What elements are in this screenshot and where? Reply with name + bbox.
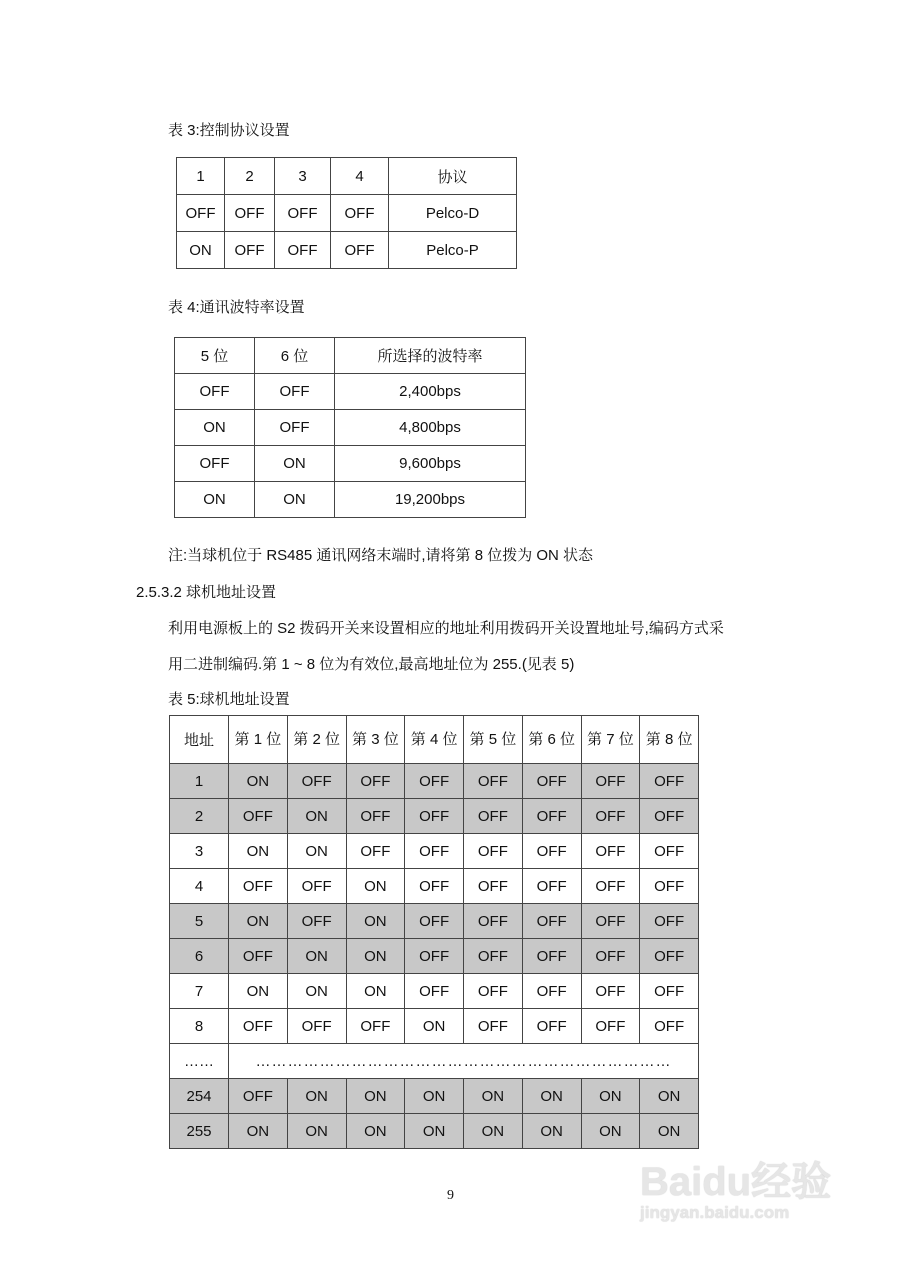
paragraph-line: 利用电源板上的 S2 拨码开关来设置相应的地址利用拨码开关设置地址号,编码方式采 xyxy=(168,620,724,637)
bit-cell: ON xyxy=(405,1009,464,1044)
baidu-watermark-logo: Baidu经验 jingyan.baidu.com xyxy=(640,1160,832,1222)
bit-cell: OFF xyxy=(464,869,523,904)
bit-cell: OFF xyxy=(405,939,464,974)
bit-cell: OFF xyxy=(581,974,640,1009)
table-header-cell: 第 7 位 xyxy=(581,716,640,764)
table-header-cell: 3 xyxy=(275,158,331,195)
bit-cell: OFF xyxy=(581,939,640,974)
bit-cell: ON xyxy=(464,1079,523,1114)
bit-cell: OFF xyxy=(229,799,288,834)
bit-cell: OFF xyxy=(640,869,699,904)
bit-cell: OFF xyxy=(522,799,581,834)
table-header-cell: 协议 xyxy=(389,158,517,195)
address-cell: 5 xyxy=(170,904,229,939)
bit-cell: ON xyxy=(229,974,288,1009)
bit-cell: OFF xyxy=(464,799,523,834)
table-cell: ON xyxy=(177,232,225,269)
bit-cell: OFF xyxy=(346,764,405,799)
bit-cell: ON xyxy=(522,1114,581,1149)
bit-cell: OFF xyxy=(464,834,523,869)
bit-cell: OFF xyxy=(287,764,346,799)
bit-cell: ON xyxy=(640,1114,699,1149)
bit-cell: OFF xyxy=(464,939,523,974)
table3-caption: 表 3:控制协议设置 xyxy=(168,122,290,139)
table-header-cell: 第 6 位 xyxy=(522,716,581,764)
table-row xyxy=(177,195,517,232)
table-row xyxy=(177,232,517,269)
table-cell: ON xyxy=(175,410,255,446)
bit-cell: ON xyxy=(581,1079,640,1114)
table-cell: OFF xyxy=(275,232,331,269)
bit-cell: OFF xyxy=(581,869,640,904)
table-cell: 2,400bps xyxy=(335,374,526,410)
table-header-cell: 第 4 位 xyxy=(405,716,464,764)
bit-cell: OFF xyxy=(581,1009,640,1044)
table-header-cell: 地址 xyxy=(170,716,229,764)
table-row xyxy=(170,834,699,869)
table-header-cell: 6 位 xyxy=(255,338,335,374)
table-cell: OFF xyxy=(275,195,331,232)
bit-cell: OFF xyxy=(229,1009,288,1044)
bit-cell: OFF xyxy=(522,939,581,974)
bit-cell: OFF xyxy=(287,1009,346,1044)
bit-cell: ON xyxy=(522,1079,581,1114)
bit-cell: OFF xyxy=(522,904,581,939)
bit-cell: OFF xyxy=(405,869,464,904)
table-cell: 4,800bps xyxy=(335,410,526,446)
bit-cell: OFF xyxy=(640,974,699,1009)
bit-cell: OFF xyxy=(464,974,523,1009)
table-cell: 19,200bps xyxy=(335,482,526,518)
table-cell: OFF xyxy=(255,374,335,410)
table5-caption: 表 5:球机地址设置 xyxy=(168,691,290,708)
baud-rate-table xyxy=(174,337,526,518)
table-cell: OFF xyxy=(175,374,255,410)
table-header-cell: 4 xyxy=(331,158,389,195)
bit-cell: ON xyxy=(346,1079,405,1114)
address-cell: 3 xyxy=(170,834,229,869)
table-cell: OFF xyxy=(225,195,275,232)
table-header-cell: 第 1 位 xyxy=(229,716,288,764)
bit-cell: ON xyxy=(405,1114,464,1149)
bit-cell: ON xyxy=(287,1079,346,1114)
bit-cell: OFF xyxy=(229,1079,288,1114)
bit-cell: OFF xyxy=(640,939,699,974)
bit-cell: OFF xyxy=(522,974,581,1009)
bit-cell: OFF xyxy=(640,904,699,939)
table-cell: OFF xyxy=(225,232,275,269)
table-row xyxy=(175,410,526,446)
bit-cell: OFF xyxy=(287,869,346,904)
page-number: 9 xyxy=(447,1188,454,1203)
address-cell: 255 xyxy=(170,1114,229,1149)
bit-cell: ON xyxy=(229,834,288,869)
bit-cell: OFF xyxy=(229,939,288,974)
section-heading: 2.5.3.2 球机地址设置 xyxy=(136,584,277,601)
bit-cell: OFF xyxy=(405,799,464,834)
bit-cell: OFF xyxy=(405,974,464,1009)
bit-cell: ON xyxy=(464,1114,523,1149)
bit-cell: OFF xyxy=(581,799,640,834)
table-header-cell: 第 8 位 xyxy=(640,716,699,764)
table-cell: Pelco-P xyxy=(389,232,517,269)
bit-cell: OFF xyxy=(522,834,581,869)
table-row xyxy=(170,764,699,799)
bit-cell: ON xyxy=(287,939,346,974)
bit-cell: ON xyxy=(229,904,288,939)
table-row xyxy=(175,446,526,482)
bit-cell: ON xyxy=(346,1114,405,1149)
bit-cell: ON xyxy=(287,974,346,1009)
address-cell: 254 xyxy=(170,1079,229,1114)
table-row xyxy=(170,974,699,1009)
table-cell: Pelco-D xyxy=(389,195,517,232)
table-header-cell: 第 3 位 xyxy=(346,716,405,764)
bit-cell: OFF xyxy=(640,764,699,799)
bit-cell: OFF xyxy=(522,869,581,904)
table-header-cell: 5 位 xyxy=(175,338,255,374)
note-text: 注:当球机位于 RS485 通讯网络末端时,请将第 8 位拨为 ON 状态 xyxy=(168,547,594,564)
table-header-cell: 第 2 位 xyxy=(287,716,346,764)
table4-caption: 表 4:通讯波特率设置 xyxy=(168,299,305,316)
table-cell: OFF xyxy=(177,195,225,232)
bit-cell: ON xyxy=(287,1114,346,1149)
bit-cell: ON xyxy=(346,869,405,904)
table-row xyxy=(175,482,526,518)
ellipsis-cell: …………………………………………………………………… xyxy=(229,1044,699,1079)
table-header-cell: 1 xyxy=(177,158,225,195)
bit-cell: OFF xyxy=(405,764,464,799)
address-cell: 8 xyxy=(170,1009,229,1044)
address-cell: 7 xyxy=(170,974,229,1009)
table-row xyxy=(175,374,526,410)
table-cell: OFF xyxy=(331,232,389,269)
bit-cell: OFF xyxy=(581,834,640,869)
table-row xyxy=(170,904,699,939)
table-row xyxy=(170,1114,699,1149)
bit-cell: ON xyxy=(581,1114,640,1149)
table-cell: ON xyxy=(255,446,335,482)
bit-cell: OFF xyxy=(581,904,640,939)
address-table xyxy=(169,715,699,1149)
table-row xyxy=(170,869,699,904)
bit-cell: ON xyxy=(346,974,405,1009)
table-row xyxy=(170,799,699,834)
table-row xyxy=(170,1079,699,1114)
table-cell: ON xyxy=(175,482,255,518)
bit-cell: ON xyxy=(640,1079,699,1114)
table-cell: 9,600bps xyxy=(335,446,526,482)
bit-cell: OFF xyxy=(464,764,523,799)
bit-cell: OFF xyxy=(522,1009,581,1044)
bit-cell: OFF xyxy=(346,834,405,869)
bit-cell: ON xyxy=(287,799,346,834)
table-header-cell: 第 5 位 xyxy=(464,716,523,764)
bit-cell: ON xyxy=(346,939,405,974)
address-cell: 6 xyxy=(170,939,229,974)
bit-cell: OFF xyxy=(346,1009,405,1044)
bit-cell: OFF xyxy=(581,764,640,799)
table-header-cell: 2 xyxy=(225,158,275,195)
table-row xyxy=(170,1009,699,1044)
bit-cell: OFF xyxy=(640,1009,699,1044)
table-cell: OFF xyxy=(255,410,335,446)
bit-cell: ON xyxy=(405,1079,464,1114)
protocol-table xyxy=(176,157,517,269)
address-cell: 2 xyxy=(170,799,229,834)
address-cell: 4 xyxy=(170,869,229,904)
table-header-cell: 所选择的波特率 xyxy=(335,338,526,374)
bit-cell: OFF xyxy=(229,869,288,904)
table-cell: OFF xyxy=(331,195,389,232)
paragraph-line: 用二进制编码.第 1 ~ 8 位为有效位,最高地址位为 255.(见表 5) xyxy=(168,656,575,673)
address-cell: …… xyxy=(170,1044,229,1079)
bit-cell: ON xyxy=(346,904,405,939)
address-cell: 1 xyxy=(170,764,229,799)
bit-cell: OFF xyxy=(287,904,346,939)
table-cell: ON xyxy=(255,482,335,518)
bit-cell: OFF xyxy=(346,799,405,834)
bit-cell: OFF xyxy=(640,834,699,869)
bit-cell: OFF xyxy=(464,904,523,939)
bit-cell: ON xyxy=(229,764,288,799)
bit-cell: OFF xyxy=(522,764,581,799)
bit-cell: OFF xyxy=(640,799,699,834)
bit-cell: OFF xyxy=(405,834,464,869)
bit-cell: ON xyxy=(287,834,346,869)
table-row xyxy=(170,939,699,974)
table-row xyxy=(170,1044,699,1079)
bit-cell: ON xyxy=(229,1114,288,1149)
bit-cell: OFF xyxy=(464,1009,523,1044)
bit-cell: OFF xyxy=(405,904,464,939)
table-cell: OFF xyxy=(175,446,255,482)
